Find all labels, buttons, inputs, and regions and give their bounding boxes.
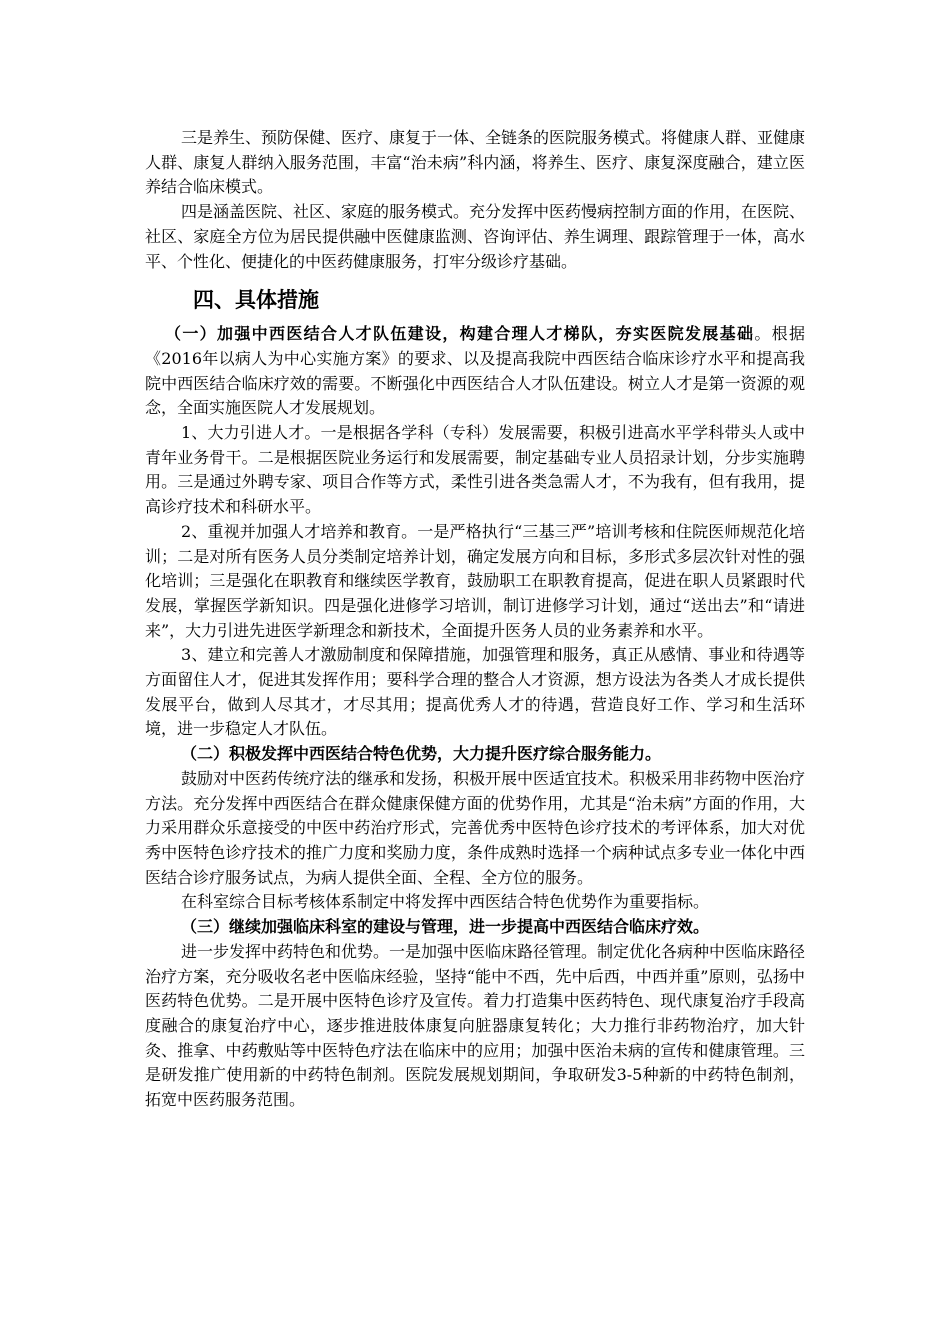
paragraph-service-model-4: 四是涵盖医院、社区、家庭的服务模式。充分发挥中医药慢病控制方面的作用，在医院、社区、家庭全方位为居民提供融中医健康监测、咨询评估、养生调理、跟踪管理于一体，高水平、个性化、便捷化的中医药健康服务，打牢分级诊疗基础。 bbox=[145, 202, 806, 271]
section-title: 四、具体措施 bbox=[193, 288, 319, 313]
sub1-paragraph bbox=[145, 322, 805, 421]
sub2-text-1: 鼓励对中医药传统疗法的继承和发扬，积极开展中医适宜技术。积极采用非药物中医治疗方法。充分发挥中西医结合在群众健康保健方面的优势作用，尤其是“治未病”方面的作用，大力采用群众乐意接受的中医中药治疗形式，完善优秀中医特色诊疗技术的考评体系，加大对优秀中医特色诊疗技术的推广力度和奖励力度，条件成熟时选择一个病种试点多专业一体化中西医结合诊疗服务试点，为病人提供全面、全程、全方位的服务。 bbox=[145, 768, 806, 887]
sub3-text-1: 进一步发挥中药特色和优势。一是加强中医临床路径管理。制定优化各病种中医临床路径治疗方案，充分吸收名老中医临床经验，坚持“能中不西，先中后西，中西并重”原则，弘扬中医药特色优势。二是开展中医特色诊疗及宣传。着力打造集中医药特色、现代康复治疗手段高度融合的康复治疗中心，逐步推进肢体康复向脏器康复转化；大力推行非药物治疗，加大针灸、推拿、中药敷贴等中医特色疗法在临床中的应用；加强中医治未病的宣传和健康管理。三是研发推广使用新的中药特色制剂。医院发展规划期间，争取研发3-5种新的中药特色制剂，拓宽中医药服务范围。 bbox=[145, 941, 806, 1110]
sub1-heading: （一）加强中西医结合人才队伍建设，构建合理人才梯队，夯实医院发展基础 bbox=[165, 324, 755, 344]
sub1-item-3: 3、建立和完善人才激励制度和保障措施，加强管理和服务，真正从感情、事业和待遇等方面留住人才，促进其发挥作用；要科学合理的整合人才资源，想方设法为各类人才成长提供发展平台，做到人尽其才，才尽其用；提高优秀人才的待遇，营造良好工作、学习和生活环境，进一步稳定人才队伍。 bbox=[145, 645, 805, 739]
sub1-text: 。根据《2016年以病人为中心实施方案》的要求、以及提高我院中西医结合临床诊疗水平和提高我院中西医结合临床疗效的需要。不断强化中西医结合人才队伍建设。树立人才是第一资源的观念，全面实施医院人才发展规划。 bbox=[145, 324, 805, 418]
sub1-item-2: 2、重视并加强人才培养和教育。一是严格执行“三基三严”培训考核和住院医师规范化培训；二是对所有医务人员分类制定培养计划，确定发展方向和目标，多形式多层次针对性的强化培训；三是强化在职教育和继续医学教育，鼓励职工在职教育提高，促进在职人员紧跟时代发展，掌握医学新知识。四是强化进修学习培训，制订进修学习计划，通过“送出去”和“请进来”，大力引进先进医学新理念和新技术，全面提升医务人员的业务素养和水平。 bbox=[145, 521, 805, 640]
sub2-text-2: 在科室综合目标考核体系制定中将发挥中西医结合特色优势作为重要指标。 bbox=[181, 892, 710, 912]
sub3-heading: （三）继续加强临床科室的建设与管理，进一步提高中西医结合临床疗效。 bbox=[181, 917, 710, 937]
sub2-paragraph bbox=[145, 742, 805, 767]
paragraph-service-model-3: 三是养生、预防保健、医疗、康复于一体、全链条的医院服务模式。将健康人群、亚健康人群、康复人群纳入服务范围，丰富“治未病”科内涵，将养生、医疗、康复深度融合，建立医养结合临床模式。 bbox=[145, 128, 806, 197]
sub3-paragraph bbox=[145, 915, 805, 940]
sub1-item-1: 1、大力引进人才。一是根据各学科（专科）发展需要，积极引进高水平学科带头人或中青年业务骨干。二是根据医院业务运行和发展需要，制定基础专业人员招录计划，分步实施聘用。三是通过外聘专家、项目合作等方式，柔性引进各类急需人才，不为我有，但有我用，提高诊疗技术和科研水平。 bbox=[145, 423, 805, 517]
sub2-heading: （二）积极发挥中西医结合特色优势，大力提升医疗综合服务能力。 bbox=[181, 744, 662, 764]
